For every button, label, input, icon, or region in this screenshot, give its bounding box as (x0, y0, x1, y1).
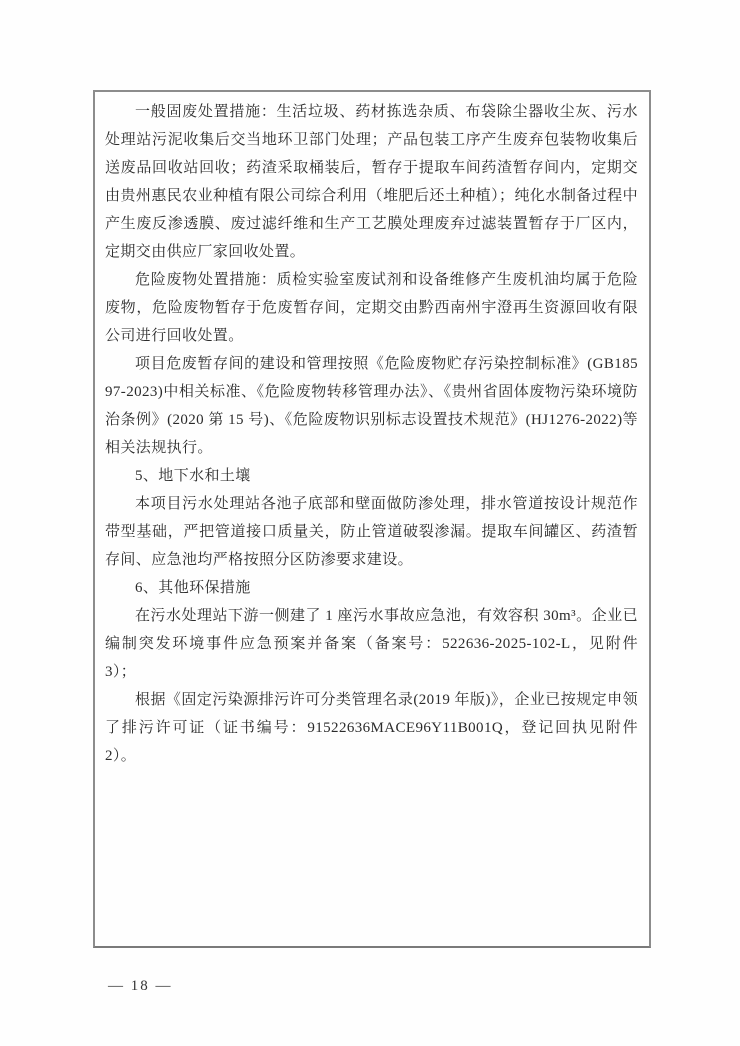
paragraph-emergency-pool: 在污水处理站下游一侧建了 1 座污水事故应急池，有效容积 30m³。企业已编制突发环境事件应急预案并备案（备案号：522636-2025-102-L，见附件 3）； (105, 608, 638, 680)
heading-groundwater-soil: 5、地下水和土壤 (135, 468, 251, 484)
heading-other-measures: 6、其他环保措施 (135, 580, 251, 596)
paragraph-groundwater-soil: 本项目污水处理站各池子底部和壁面做防渗处理，排水管道按设计规范作带型基础，严把管道接口质量关，防止管道破裂渗漏。提取车间罐区、药渣暂存间、应急池均严格按照分区防渗要求建设。 (105, 496, 638, 568)
paragraph-hazwaste-storage-standards: 项目危废暂存间的建设和管理按照《危险废物贮存污染控制标准》(GB18597-2023)中相关标准、《危险废物转移管理办法》、《贵州省固体废物污染环境防治条例》(2020 第 15 号)、《危险废物识别标志设置技术规范》(HJ1276-2022)等相关法规执行。 (105, 356, 638, 456)
paragraph-pollution-permit: 根据《固定污染源排污许可分类管理名录(2019 年版)》，企业已按规定申领了排污许可证（证书编号：91522636MACE96Y11B001Q，登记回执见附件 2）。 (105, 692, 638, 764)
paragraph-general-solid-waste: 一般固废处置措施：生活垃圾、药材拣选杂质、布袋除尘器收尘灰、污水处理站污泥收集后交当地环卫部门处理；产品包装工序产生废弃包装物收集后送废品回收站回收；药渣采取桶装后，暂存于提取车间药渣暂存间内，定期交由贵州惠民农业种植有限公司综合利用（堆肥后还土种植）；纯化水制备过程中产生废反渗透膜、废过滤纤维和生产工艺膜处理废弃过滤装置暂存于厂区内，定期交由供应厂家回收处置。 (105, 104, 638, 260)
page-number: — 18 — (108, 978, 173, 994)
content-box (93, 90, 651, 948)
paragraph-hazardous-waste: 危险废物处置措施：质检实验室废试剂和设备维修产生废机油均属于危险废物，危险废物暂存于危废暂存间，定期交由黔西南州宇澄再生资源回收有限公司进行回收处置。 (105, 272, 638, 344)
